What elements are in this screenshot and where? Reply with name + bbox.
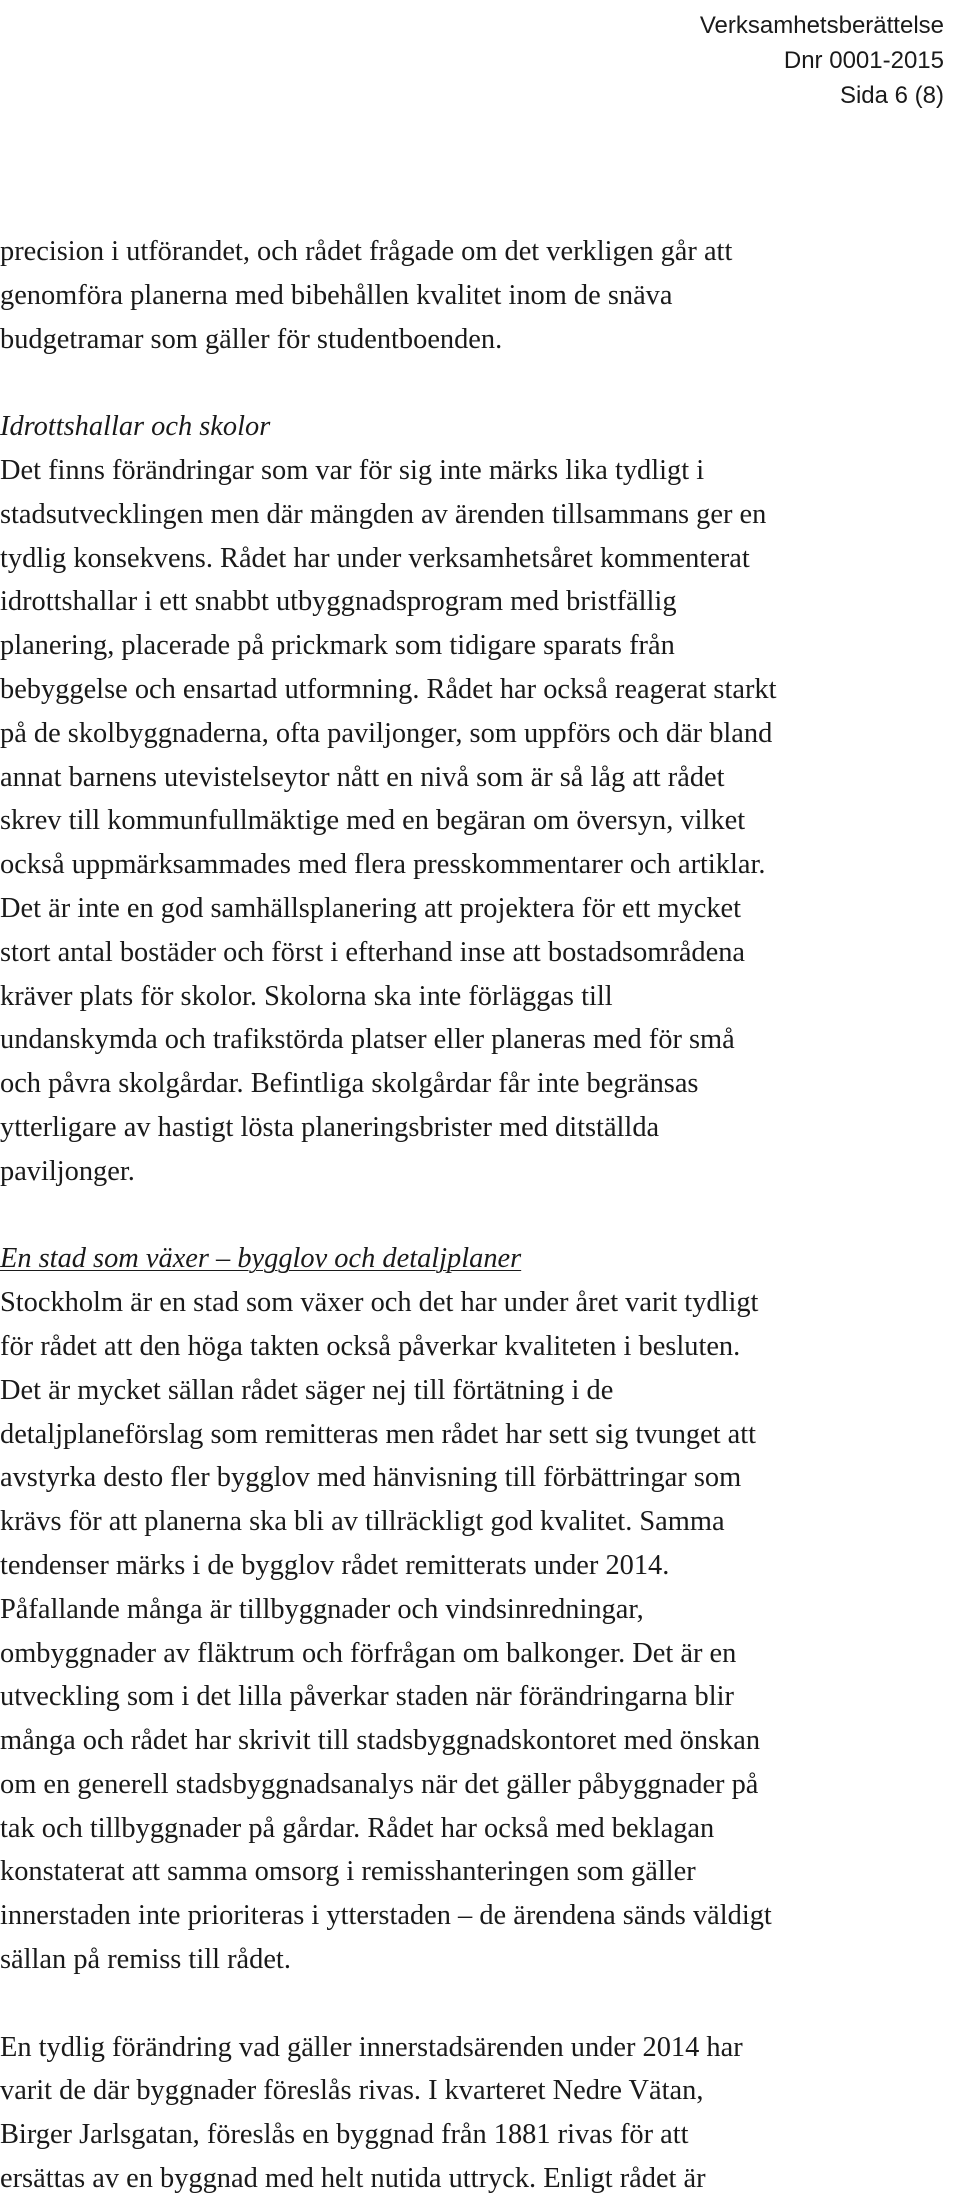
text-line: bebyggelse och ensartad utformning. Rådet har också reagerat starkt <box>0 673 777 705</box>
text-line: Påfallande många är tillbyggnader och vindsinredningar, <box>0 1593 644 1625</box>
section-heading: Idrottshallar och skolor <box>0 411 271 443</box>
text-line: många och rådet har skrivit till stadsbyggnadskontoret med önskan <box>0 1725 761 1757</box>
text-line: avstyrka desto fler bygglov med hänvisning till förbättringar som <box>0 1462 742 1494</box>
text-line: stadsutvecklingen men där mängden av ärenden tillsammans ger en <box>0 498 767 530</box>
text-line: genomföra planerna med bibehållen kvalitet inom de snäva <box>0 279 673 311</box>
document-body <box>0 230 958 2201</box>
text-line: paviljonger. <box>0 1155 135 1187</box>
text-line: Stockholm är en stad som växer och det har under året varit tydligt <box>0 1287 759 1319</box>
text-line: krävs för att planerna ska bli av tillräckligt god kvalitet. Samma <box>0 1506 725 1538</box>
paragraph <box>0 405 958 1193</box>
section-heading-text: En stad som växer – bygglov och detaljplaner <box>0 1243 522 1275</box>
text-line: ombyggnader av fläktrum och förfrågan om balkonger. Det är en <box>0 1637 737 1669</box>
text-line: idrottshallar i ett snabbt utbyggnadsprogram med bristfällig <box>0 586 677 618</box>
document-title: Verksamhetsberättelse <box>699 12 944 39</box>
text-line: tak och tillbyggnader på gårdar. Rådet har också med beklagan <box>0 1812 715 1844</box>
section-heading-underlined <box>0 1237 958 1281</box>
text-line: detaljplaneförslag som remitteras men rådet har sett sig tvunget att <box>0 1418 757 1450</box>
text-line: innerstaden inte prioriteras i ytterstaden – de ärendena sänds väldigt <box>0 1900 772 1932</box>
text-line: ytterligare av hastigt lösta planeringsbrister med ditställda <box>0 1111 660 1143</box>
text-line: ersättas av en byggnad med helt nutida uttryck. Enligt rådet är <box>0 2163 706 2195</box>
paragraph <box>0 2026 958 2201</box>
text-line: Birger Jarlsgatan, föreslås en byggnad från 1881 rivas för att <box>0 2119 689 2151</box>
text-line: planering, placerade på prickmark som tidigare sparats från <box>0 630 675 662</box>
text-line: Det finns förändringar som var för sig inte märks lika tydligt i <box>0 454 705 486</box>
page-header <box>700 8 944 113</box>
text-line: konstaterat att samma omsorg i remisshanteringen som gäller <box>0 1856 696 1888</box>
text-line: kräver plats för skolor. Skolorna ska inte förläggas till <box>0 980 613 1012</box>
text-line: och påvra skolgårdar. Befintliga skolgårdar får inte begränsas <box>0 1068 699 1100</box>
text-line: precision i utförandet, och rådet frågade om det verkligen går att <box>0 236 733 267</box>
text-line: på de skolbyggnaderna, ofta paviljonger, som uppförs och där bland <box>0 717 773 749</box>
text-line: budgetramar som gäller för studentboenden. <box>0 323 503 355</box>
text-line: utveckling som i det lilla påverkar staden när förändringarna blir <box>0 1681 734 1713</box>
text-line: stort antal bostäder och först i efterhand inse att bostadsområdena <box>0 936 746 968</box>
paragraph <box>0 1237 958 1982</box>
text-line: varit de där byggnader föreslås rivas. I kvarteret Nedre Vätan, <box>0 2075 704 2107</box>
text-line: sällan på remiss till rådet. <box>0 1944 291 1976</box>
text-line: för rådet att den höga takten också påverkar kvaliteten i besluten. <box>0 1330 741 1362</box>
text-line: om en generell stadsbyggnadsanalys när det gäller påbyggnader på <box>0 1768 759 1800</box>
document-number: Dnr 0001-2015 <box>783 47 944 74</box>
text-line: Det är mycket sällan rådet säger nej till förtätning i de <box>0 1374 614 1406</box>
text-line: tendenser märks i de bygglov rådet remitterats under 2014. <box>0 1549 670 1581</box>
text-line: undanskymda och trafikstörda platser eller planeras med för små <box>0 1024 735 1056</box>
text-line: skrev till kommunfullmäktige med en begäran om översyn, vilket <box>0 805 746 837</box>
text-line: också uppmärksammades med flera presskommentarer och artiklar. <box>0 849 766 881</box>
text-line: Det är inte en god samhällsplanering att projektera för ett mycket <box>0 892 742 924</box>
page-number: Sida 6 (8) <box>839 82 944 109</box>
text-line: annat barnens utevistelseytor nått en nivå som är så låg att rådet <box>0 761 725 793</box>
paragraph <box>0 230 958 361</box>
text-line: tydlig konsekvens. Rådet har under verksamhetsåret kommenterat <box>0 542 750 574</box>
text-line: En tydlig förändring vad gäller innerstadsärenden under 2014 har <box>0 2031 743 2063</box>
